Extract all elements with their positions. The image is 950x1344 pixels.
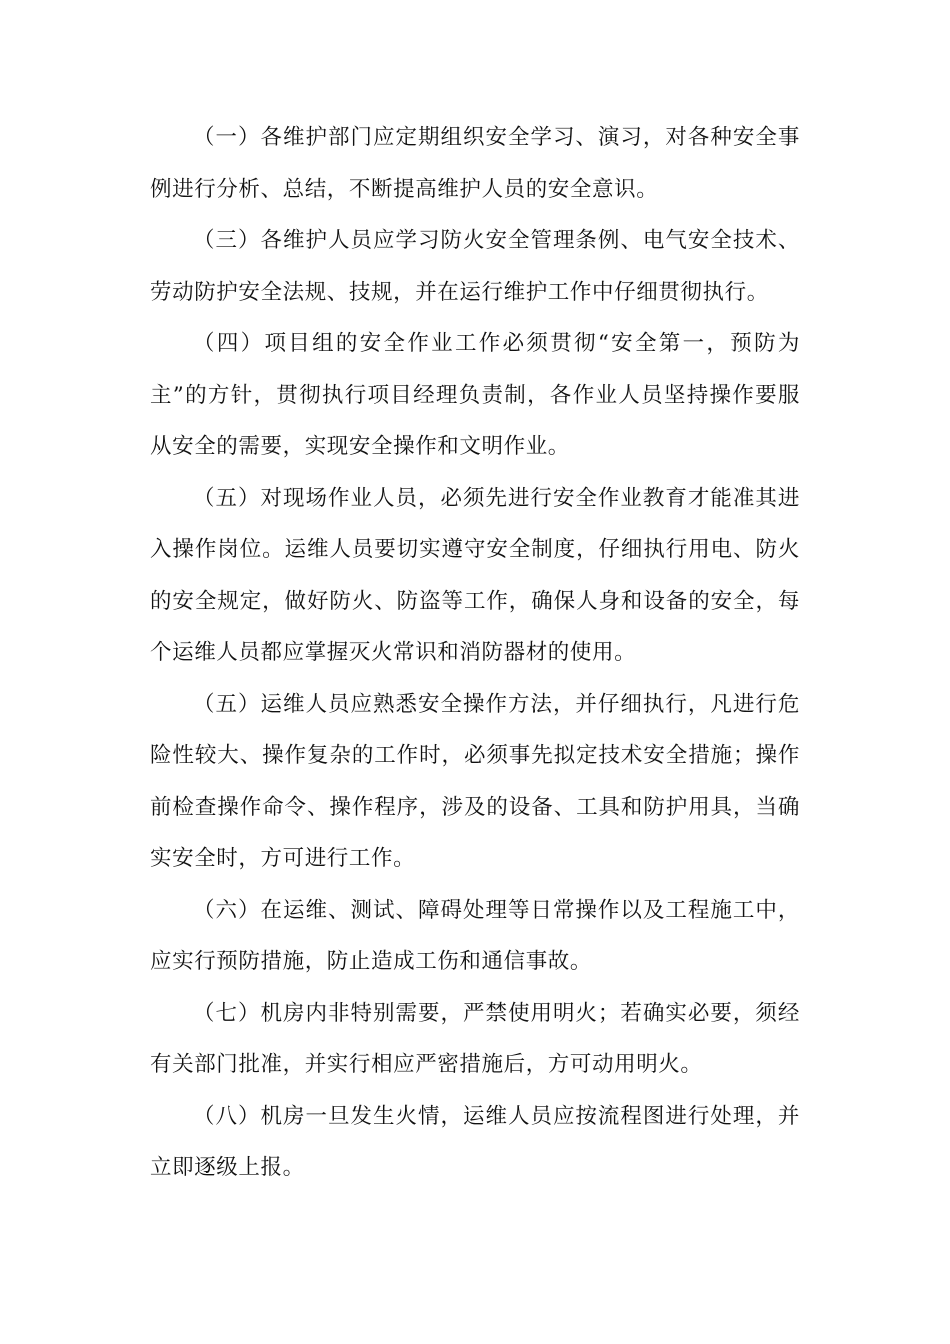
paragraph-7: （七）机房内非特别需要，严禁使用明火；若确实必要，须经有关部门批准，并实行相应严密措施后，方可动用明火。 — [150, 1000, 800, 1077]
paragraph-6: （六）在运维、测试、障碍处理等日常操作以及工程施工中，应实行预防措施，防止造成工伤和通信事故。 — [150, 897, 800, 974]
paragraph-3: （四）项目组的安全作业工作必须贯彻“安全第一，预防为主”的方针，贯彻执行项目经理负责制，各作业人员坚持操作要服从安全的需要，实现安全操作和文明作业。 — [150, 331, 800, 459]
paragraph-1: （一）各维护部门应定期组织安全学习、演习，对各种安全事例进行分析、总结，不断提高维护人员的安全意识。 — [150, 125, 800, 202]
paragraph-8: （八）机房一旦发生火情，运维人员应按流程图进行处理，并立即逐级上报。 — [150, 1103, 800, 1180]
paragraph-2: （三）各维护人员应学习防火安全管理条例、电气安全技术、劳动防护安全法规、技规，并在运行维护工作中仔细贯彻执行。 — [150, 228, 800, 305]
paragraph-5: （五）运维人员应熟悉安全操作方法，并仔细执行，凡进行危险性较大、操作复杂的工作时，必须事先拟定技术安全措施；操作前检查操作命令、操作程序，涉及的设备、工具和防护用具，当确实安全时，方可进行工作。 — [150, 691, 800, 871]
paragraph-4: （五）对现场作业人员，必须先进行安全作业教育才能准其进入操作岗位。运维人员要切实遵守安全制度，仔细执行用电、防火的安全规定，做好防火、防盗等工作，确保人身和设备的安全，每个运维人员都应掌握灭火常识和消防器材的使用。 — [150, 485, 800, 665]
document-body — [150, 112, 800, 1194]
